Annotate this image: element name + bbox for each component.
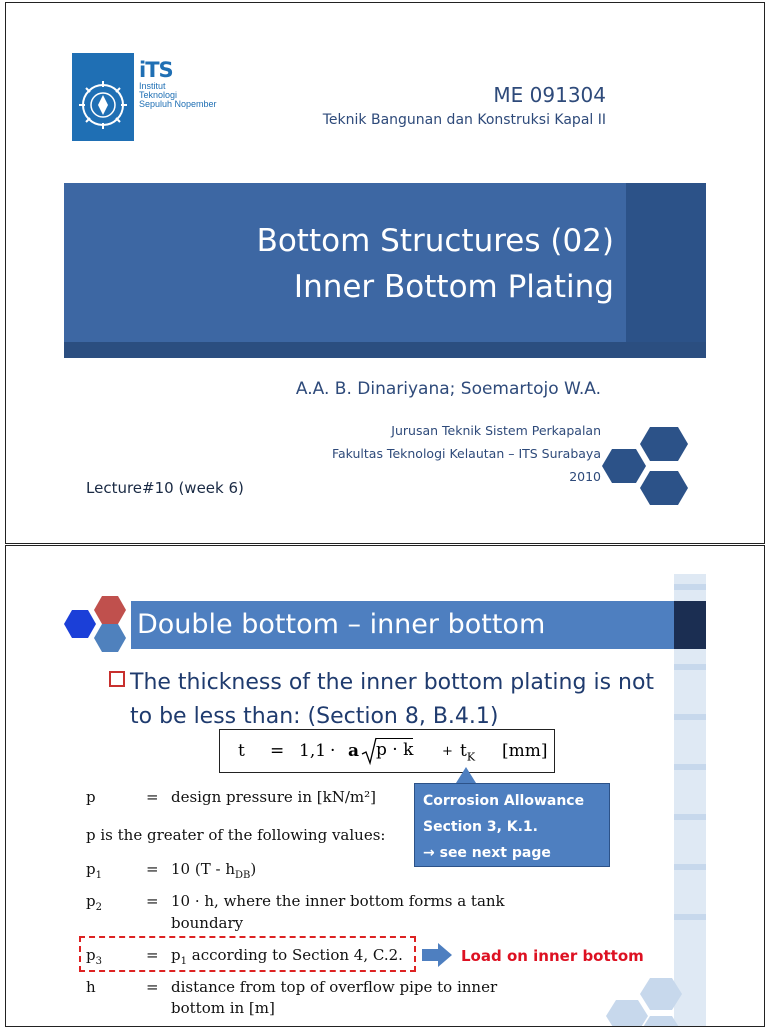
p3-def-subscript: 1 <box>180 956 187 967</box>
title-slide <box>5 2 765 544</box>
p2-equals: = <box>146 892 159 910</box>
p3-subscript: 3 <box>95 956 102 967</box>
content-slide <box>5 545 765 1027</box>
bullet-text: The thickness of the inner bottom plating is not to be less than: (Section 8, B.4.1) <box>130 670 655 729</box>
p3-def-pre: p <box>171 946 181 964</box>
callout-pointer <box>456 767 476 783</box>
thickness-formula <box>219 729 555 773</box>
p1-symbol <box>86 860 102 881</box>
load-label: Load on inner bottom <box>461 947 644 965</box>
formula-unit: [mm] <box>502 741 548 761</box>
slide-heading: Double bottom – inner bottom <box>137 609 546 640</box>
formula-equals: = <box>270 741 285 761</box>
greater-note: p is the greater of the following values: <box>86 826 386 844</box>
p1-def-text: 10 (T - h <box>171 860 235 878</box>
formula-a: a <box>348 741 360 761</box>
p2-symbol <box>86 892 102 913</box>
formula-plus: + <box>442 744 453 759</box>
p-definition: design pressure in [kN/m²] <box>171 788 376 806</box>
p1-def-subscript: DB <box>234 870 251 881</box>
h-equals: = <box>146 978 159 996</box>
arrow-right-icon <box>422 943 452 967</box>
p2-definition-cont: boundary <box>171 914 244 932</box>
logo-subtitle <box>139 82 229 109</box>
title-band <box>64 183 706 358</box>
logo-subtitle-line: Sepuluh Nopember <box>139 99 217 109</box>
p2-letter: p <box>86 892 96 910</box>
logo-subtitle-line: Teknologi <box>139 90 178 100</box>
corrosion-allowance-callout <box>414 783 610 867</box>
formula-tk-letter: t <box>460 741 467 761</box>
p3-letter: p <box>86 946 96 964</box>
p-symbol: p <box>86 788 96 806</box>
p3-definition <box>171 946 403 967</box>
department: Jurusan Teknik Sistem Perkapalan <box>391 423 601 438</box>
header-accent <box>674 601 706 649</box>
p1-definition <box>171 860 256 881</box>
hexagon-decoration-light-icon <box>606 974 686 1027</box>
p1-def-end: ) <box>250 860 257 878</box>
slide-title-line-2: Inner Bottom Plating <box>293 269 614 305</box>
formula-sqrt-body: p · k <box>376 740 414 760</box>
slide-title-line-1: Bottom Structures (02) <box>256 223 614 259</box>
callout-line: Corrosion Allowance <box>423 793 585 809</box>
formula-tk <box>460 741 475 763</box>
p3-equals: = <box>146 946 159 964</box>
course-name: Teknik Bangunan dan Konstruksi Kapal II <box>322 112 606 128</box>
checkbox-bullet-icon <box>109 671 125 687</box>
title-band-underline <box>64 342 706 358</box>
p2-subscript: 2 <box>95 902 102 913</box>
p3-def-text: according to Section 4, C.2. <box>186 946 403 964</box>
hexagon-decoration-icon <box>602 423 692 511</box>
p1-letter: p <box>86 860 96 878</box>
logo-wordmark: iTS <box>139 58 173 82</box>
callout-line: → see next page <box>423 845 551 861</box>
formula-dot: · <box>330 741 336 761</box>
its-logo <box>72 53 134 141</box>
year: 2010 <box>569 469 601 484</box>
callout-line: Section 3, K.1. <box>423 819 538 835</box>
hexagon-cluster-icon <box>64 594 134 654</box>
title-band-shade <box>626 183 706 358</box>
formula-tk-subscript: K <box>466 750 476 764</box>
course-code: ME 091304 <box>493 83 606 107</box>
h-definition-cont: bottom in [m] <box>171 999 275 1017</box>
lecture-label: Lecture#10 (week 6) <box>86 479 244 497</box>
h-symbol: h <box>86 978 96 996</box>
authors: A.A. B. Dinariyana; Soemartojo W.A. <box>295 379 601 399</box>
p3-symbol <box>86 946 102 967</box>
h-definition: distance from top of overflow pipe to inner <box>171 978 498 996</box>
logo-subtitle-line: Institut <box>139 81 166 91</box>
p1-subscript: 1 <box>95 870 102 881</box>
p2-definition: 10 · h, where the inner bottom forms a tank <box>171 892 505 910</box>
p1-equals: = <box>146 860 159 878</box>
formula-coefficient: 1,1 <box>299 741 327 761</box>
p-equals: = <box>146 788 159 806</box>
faculty: Fakultas Teknologi Kelautan – ITS Surabaya <box>331 446 601 461</box>
formula-t: t <box>238 741 245 761</box>
